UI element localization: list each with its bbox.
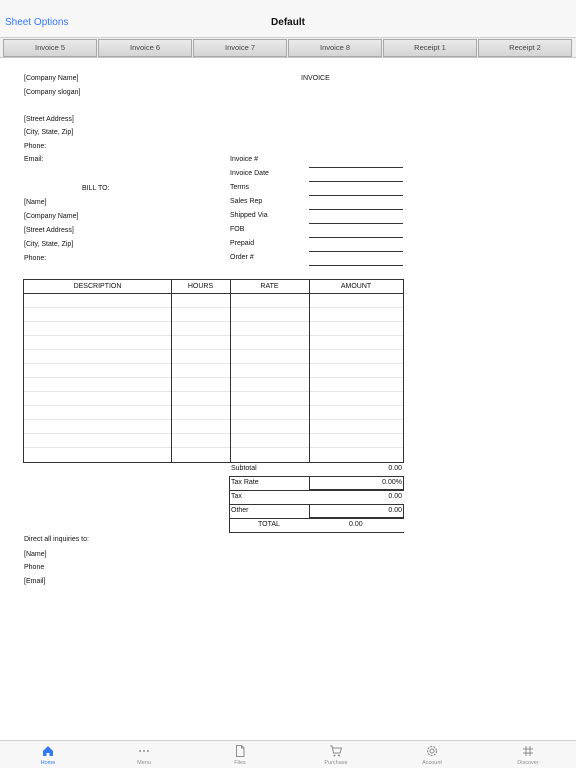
field-label-order-number: Order # <box>230 254 254 261</box>
row-line <box>24 349 403 350</box>
tab-invoice-8[interactable]: Invoice 8 <box>288 39 382 57</box>
sheet-options-button[interactable]: Sheet Options <box>5 17 69 28</box>
field-label-prepaid: Prepaid <box>230 240 255 247</box>
tax-rate-label: Tax Rate <box>231 479 259 486</box>
invoice-date-field[interactable] <box>309 181 403 182</box>
column-divider <box>230 280 231 462</box>
row-line <box>24 377 403 378</box>
tax-value: 0.00 <box>388 493 402 500</box>
tax-label: Tax <box>231 493 242 500</box>
row-line <box>24 447 403 448</box>
subtotal-label: Subtotal <box>231 465 257 472</box>
tab-bar-label: Home <box>40 760 56 766</box>
row-line <box>24 321 403 322</box>
company-name[interactable]: [Company Name] <box>24 75 79 82</box>
total-rule <box>229 532 404 533</box>
row-line <box>24 307 403 308</box>
inquiries-label[interactable]: Direct all inquiries to: <box>24 536 89 543</box>
tab-bar-purchase[interactable] <box>288 741 384 768</box>
company-street[interactable]: [Street Address] <box>24 116 74 123</box>
prepaid-field[interactable] <box>309 251 403 252</box>
page-title: Default <box>271 17 305 28</box>
tab-bar-label: Account <box>422 760 442 766</box>
cart-icon <box>329 744 343 758</box>
bill-to-phone[interactable]: Phone: <box>24 255 47 262</box>
bill-to-label: BILL TO: <box>82 185 110 192</box>
tab-bar-home[interactable] <box>0 741 96 768</box>
tab-bar-account[interactable] <box>384 741 480 768</box>
row-line <box>24 391 403 392</box>
tab-invoice-5[interactable]: Invoice 5 <box>3 39 97 57</box>
field-label-fob: FOB <box>230 226 245 233</box>
other-label: Other <box>231 507 249 514</box>
company-city[interactable]: [City, State, Zip] <box>24 129 74 136</box>
tab-invoice-7[interactable]: Invoice 7 <box>193 39 287 57</box>
gear-icon <box>425 744 439 758</box>
hash-icon <box>521 744 535 758</box>
navigation-bar <box>0 0 576 38</box>
other-value: 0.00 <box>388 507 402 514</box>
sales-rep-field[interactable] <box>309 209 403 210</box>
tab-bar-discover[interactable] <box>480 741 576 768</box>
row-line <box>24 405 403 406</box>
company-phone[interactable]: Phone: <box>24 143 47 150</box>
invoice-number-field[interactable] <box>309 167 403 168</box>
field-label-sales-rep: Sales Rep <box>230 198 263 205</box>
tab-bar-label: Files <box>234 760 246 766</box>
invoice-sheet[interactable] <box>0 58 576 740</box>
other-rule <box>229 518 404 519</box>
tab-bar-label: Purchase <box>324 760 348 766</box>
company-email[interactable]: Email: <box>24 156 44 163</box>
row-line <box>24 335 403 336</box>
document-title: INVOICE <box>301 75 330 82</box>
more-icon <box>137 744 151 758</box>
inquiries-email[interactable]: [Email] <box>24 578 46 585</box>
file-icon <box>233 744 247 758</box>
tab-receipt-1[interactable]: Receipt 1 <box>383 39 477 57</box>
tab-bar-label: Discover <box>517 760 539 766</box>
inquiries-phone[interactable]: Phone <box>24 564 45 571</box>
total-value: 0.00 <box>349 521 363 528</box>
sheet-tabs <box>0 38 576 58</box>
row-line <box>24 433 403 434</box>
shipped-via-field[interactable] <box>309 223 403 224</box>
row-line <box>24 419 403 420</box>
column-header-rate: RATE <box>260 283 279 290</box>
tab-bar-label: Menu <box>137 760 151 766</box>
row-line <box>24 363 403 364</box>
bill-to-city[interactable]: [City, State, Zip] <box>24 241 74 248</box>
tab-invoice-6[interactable]: Invoice 6 <box>98 39 192 57</box>
tax-rate-rule <box>229 490 404 491</box>
total-label: TOTAL <box>258 521 280 528</box>
home-icon <box>41 744 55 758</box>
line-items-table[interactable] <box>23 279 404 463</box>
inquiries-name[interactable]: [Name] <box>24 551 47 558</box>
field-label-terms: Terms <box>230 184 250 191</box>
column-header-amount: AMOUNT <box>340 283 372 290</box>
tab-receipt-2[interactable]: Receipt 2 <box>478 39 572 57</box>
column-header-hours: HOURS <box>187 283 214 290</box>
subtotal-value: 0.00 <box>388 465 402 472</box>
bill-to-street[interactable]: [Street Address] <box>24 227 74 234</box>
field-label-invoice-number: Invoice # <box>230 156 259 163</box>
order-number-field[interactable] <box>309 265 403 266</box>
bill-to-name[interactable]: [Name] <box>24 199 47 206</box>
company-slogan[interactable]: [Company slogan] <box>24 89 81 96</box>
tax-rate-value: 0.00% <box>382 479 402 486</box>
tab-bar <box>0 740 576 768</box>
column-header-description: DESCRIPTION <box>73 283 122 290</box>
fob-field[interactable] <box>309 237 403 238</box>
field-label-invoice-date: Invoice Date <box>230 170 269 177</box>
tab-bar-menu[interactable] <box>96 741 192 768</box>
bill-to-company[interactable]: [Company Name] <box>24 213 79 220</box>
column-divider <box>309 280 310 462</box>
field-label-shipped-via: Shipped Via <box>230 212 268 219</box>
column-divider <box>171 280 172 462</box>
header-divider <box>24 293 403 294</box>
terms-field[interactable] <box>309 195 403 196</box>
tab-bar-files[interactable] <box>192 741 288 768</box>
